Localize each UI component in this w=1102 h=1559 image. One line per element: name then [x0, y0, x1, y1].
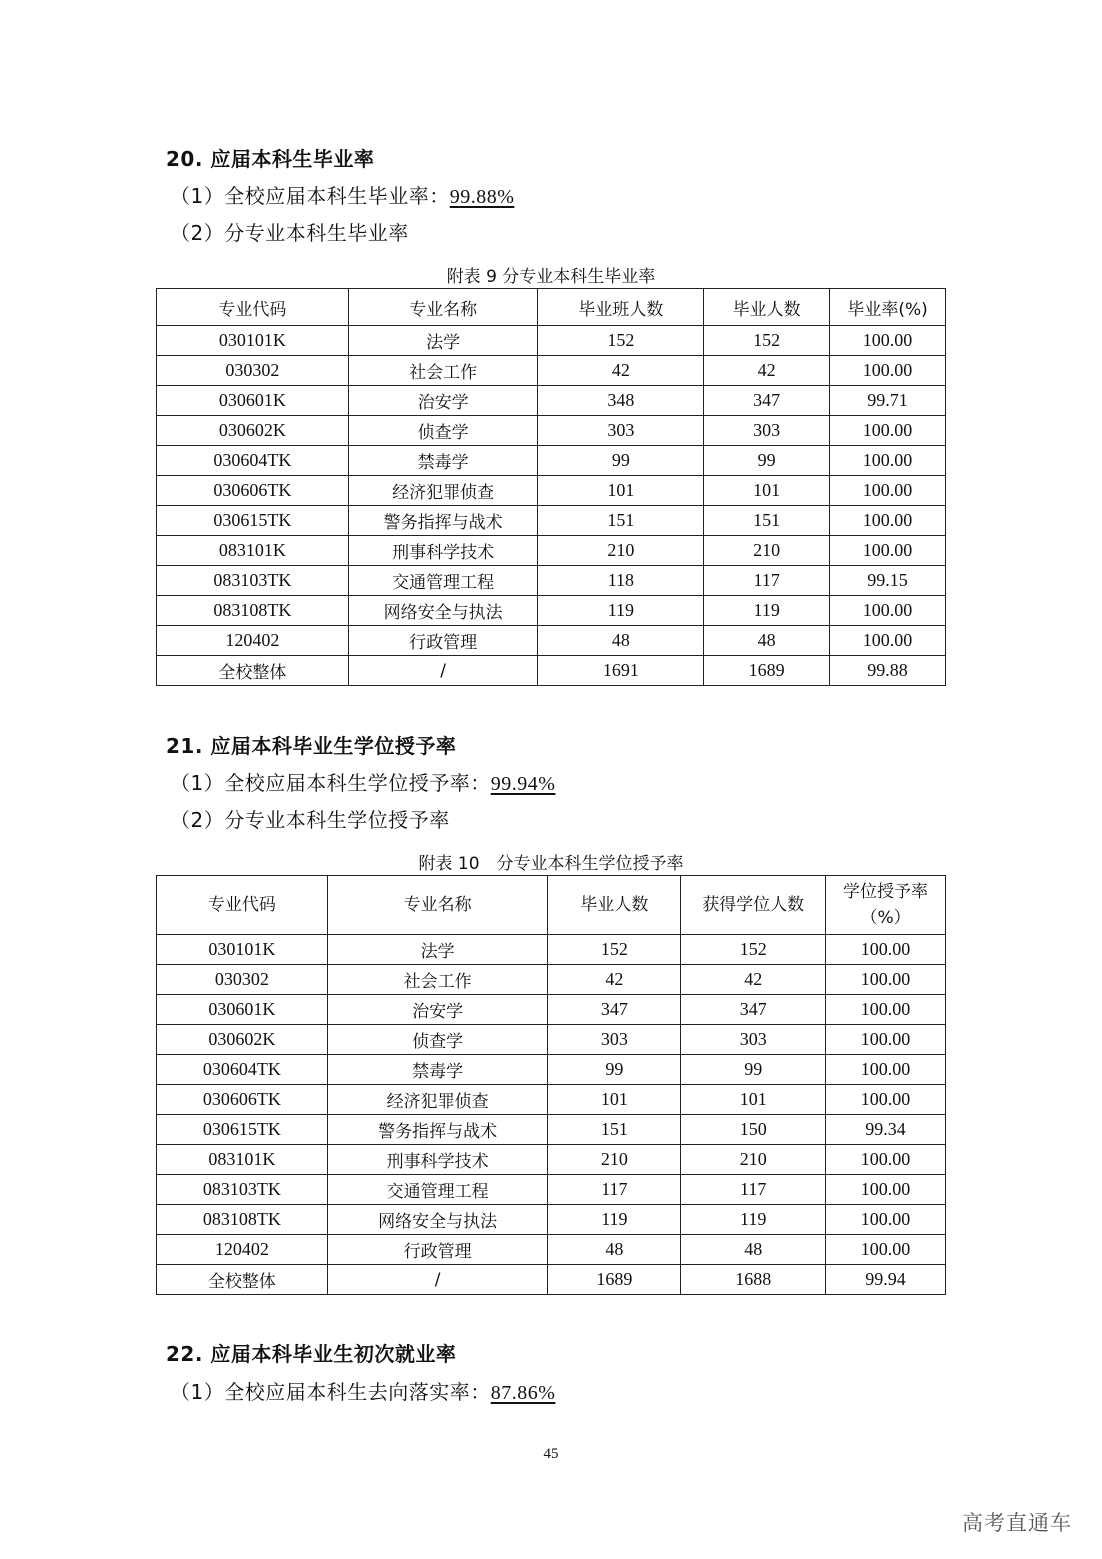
table-row — [157, 995, 946, 1025]
table-cell: 347 — [681, 995, 826, 1025]
table-cell: 101 — [548, 1085, 681, 1115]
table-cell: 347 — [548, 995, 681, 1025]
table-cell: 151 — [548, 1115, 681, 1145]
table-cell: 303 — [538, 416, 704, 446]
header-cell: 毕业人数 — [704, 289, 830, 326]
table-row — [157, 1025, 946, 1055]
table-cell: 119 — [681, 1205, 826, 1235]
header-cell: 毕业率(%) — [830, 289, 946, 326]
table-cell: 151 — [704, 506, 830, 536]
table-cell: 303 — [548, 1025, 681, 1055]
table-cell: 100.00 — [826, 965, 946, 995]
table-cell: 118 — [538, 566, 704, 596]
table-cell: 030604TK — [157, 446, 349, 476]
table-cell: 侦查学 — [348, 416, 538, 446]
table-cell: 100.00 — [830, 596, 946, 626]
table-cell: 1691 — [538, 656, 704, 686]
table-cell: 303 — [704, 416, 830, 446]
table-cell: 42 — [681, 965, 826, 995]
table-row — [157, 356, 946, 386]
table-cell: 交通管理工程 — [348, 566, 538, 596]
table-row — [157, 935, 946, 965]
table-cell: 030606TK — [157, 476, 349, 506]
table-9-caption: 附表 9 分专业本科生毕业率 — [446, 267, 656, 287]
table-cell: 101 — [704, 476, 830, 506]
table-cell: 152 — [704, 326, 830, 356]
table-cell: 348 — [538, 386, 704, 416]
table-cell: 117 — [704, 566, 830, 596]
table-cell: 210 — [538, 536, 704, 566]
table-cell: 100.00 — [826, 1175, 946, 1205]
table-cell: 网络安全与执法 — [348, 596, 538, 626]
table-row — [157, 1175, 946, 1205]
table-cell: 030601K — [157, 386, 349, 416]
table-cell: / — [327, 1265, 548, 1295]
table-cell: / — [348, 656, 538, 686]
table-cell: 030615TK — [157, 1115, 328, 1145]
table-cell: 行政管理 — [327, 1235, 548, 1265]
table-row — [157, 506, 946, 536]
table-cell: 100.00 — [830, 446, 946, 476]
table-cell: 禁毒学 — [348, 446, 538, 476]
table-row — [157, 326, 946, 356]
table-cell: 210 — [704, 536, 830, 566]
table-cell: 083101K — [157, 1145, 328, 1175]
table-cell: 全校整体 — [157, 656, 349, 686]
table-row — [157, 386, 946, 416]
table-cell: 151 — [538, 506, 704, 536]
table-header-row — [157, 876, 946, 935]
table-cell: 99 — [538, 446, 704, 476]
table-row — [157, 1115, 946, 1145]
table-cell: 083108TK — [157, 1205, 328, 1235]
table-cell: 99 — [548, 1055, 681, 1085]
table-cell: 99.34 — [826, 1115, 946, 1145]
table-cell: 030302 — [157, 965, 328, 995]
table-cell: 治安学 — [327, 995, 548, 1025]
table-cell: 法学 — [327, 935, 548, 965]
overall-rate-label: （1）全校应届本科生学位授予率： — [170, 771, 491, 795]
table-row — [157, 1265, 946, 1295]
table-cell: 警务指挥与战术 — [327, 1115, 548, 1145]
table-cell: 99.15 — [830, 566, 946, 596]
table-header-row — [157, 289, 946, 326]
table-cell: 120402 — [157, 1235, 328, 1265]
table-cell: 119 — [538, 596, 704, 626]
table-cell: 100.00 — [830, 476, 946, 506]
table-cell: 100.00 — [830, 626, 946, 656]
table-cell: 48 — [538, 626, 704, 656]
table-cell: 禁毒学 — [327, 1055, 548, 1085]
header-cell: 获得学位人数 — [681, 876, 826, 935]
table-row — [157, 1145, 946, 1175]
table-cell: 101 — [538, 476, 704, 506]
table-cell: 120402 — [157, 626, 349, 656]
header-cell: 专业代码 — [157, 289, 349, 326]
table-cell: 42 — [548, 965, 681, 995]
table-cell: 100.00 — [830, 326, 946, 356]
section-20-overall-rate — [170, 180, 514, 209]
table-cell: 303 — [681, 1025, 826, 1055]
table-row — [157, 536, 946, 566]
table-cell: 150 — [681, 1115, 826, 1145]
header-cell: 专业代码 — [157, 876, 328, 935]
watermark: 高考直通车 — [962, 1511, 1072, 1535]
table-cell: 117 — [548, 1175, 681, 1205]
table-cell: 99.94 — [826, 1265, 946, 1295]
table-cell: 1689 — [704, 656, 830, 686]
table-cell: 48 — [548, 1235, 681, 1265]
table-10-caption: 附表 10 分专业本科生学位授予率 — [418, 854, 684, 874]
section-21-subtitle: （2）分专业本科生学位授予率 — [170, 808, 450, 832]
overall-rate-value: 87.86% — [490, 1382, 556, 1404]
table-row — [157, 446, 946, 476]
table-row — [157, 656, 946, 686]
section-22-title: 22. 应届本科毕业生初次就业率 — [166, 1342, 457, 1366]
table-row — [157, 566, 946, 596]
table-row — [157, 596, 946, 626]
table-cell: 100.00 — [830, 416, 946, 446]
table-cell: 083103TK — [157, 566, 349, 596]
table-cell: 48 — [704, 626, 830, 656]
table-cell: 全校整体 — [157, 1265, 328, 1295]
table-cell: 030604TK — [157, 1055, 328, 1085]
table-cell: 083101K — [157, 536, 349, 566]
table-cell: 48 — [681, 1235, 826, 1265]
table-cell: 152 — [538, 326, 704, 356]
overall-rate-value: 99.94% — [490, 773, 556, 795]
table-cell: 083103TK — [157, 1175, 328, 1205]
table-cell: 1689 — [548, 1265, 681, 1295]
table-row — [157, 476, 946, 506]
table-cell: 100.00 — [826, 1055, 946, 1085]
header-cell: 毕业班人数 — [538, 289, 704, 326]
table-cell: 42 — [704, 356, 830, 386]
table-cell: 100.00 — [826, 995, 946, 1025]
table-cell: 100.00 — [830, 356, 946, 386]
table-cell: 030302 — [157, 356, 349, 386]
table-row — [157, 965, 946, 995]
table-cell: 99 — [704, 446, 830, 476]
table-cell: 经济犯罪侦查 — [348, 476, 538, 506]
table-cell: 210 — [548, 1145, 681, 1175]
table-cell: 社会工作 — [327, 965, 548, 995]
table-cell: 行政管理 — [348, 626, 538, 656]
table-row — [157, 626, 946, 656]
table-cell: 100.00 — [826, 1235, 946, 1265]
section-21-overall-rate — [170, 767, 555, 796]
table-cell: 100.00 — [830, 506, 946, 536]
table-cell: 030101K — [157, 326, 349, 356]
table-cell: 100.00 — [826, 1085, 946, 1115]
section-20-subtitle: （2）分专业本科生毕业率 — [170, 221, 409, 245]
table-cell: 经济犯罪侦查 — [327, 1085, 548, 1115]
table-cell: 030606TK — [157, 1085, 328, 1115]
header-cell: 专业名称 — [348, 289, 538, 326]
table-cell: 99.88 — [830, 656, 946, 686]
overall-rate-label: （1）全校应届本科生毕业率： — [170, 184, 450, 208]
table-cell: 社会工作 — [348, 356, 538, 386]
table-cell: 030602K — [157, 1025, 328, 1055]
table-row — [157, 1205, 946, 1235]
table-cell: 101 — [681, 1085, 826, 1115]
table-cell: 99.71 — [830, 386, 946, 416]
table-row — [157, 1085, 946, 1115]
overall-rate-label: （1）全校应届本科生去向落实率： — [170, 1380, 491, 1404]
table-cell: 152 — [681, 935, 826, 965]
header-cell: 专业名称 — [327, 876, 548, 935]
table-cell: 347 — [704, 386, 830, 416]
table-cell: 030615TK — [157, 506, 349, 536]
section-21-title: 21. 应届本科毕业生学位授予率 — [166, 734, 457, 758]
table-row — [157, 416, 946, 446]
table-cell: 交通管理工程 — [327, 1175, 548, 1205]
table-cell: 117 — [681, 1175, 826, 1205]
table-cell: 100.00 — [826, 1025, 946, 1055]
table-cell: 100.00 — [826, 1205, 946, 1235]
table-cell: 030101K — [157, 935, 328, 965]
table-cell: 侦查学 — [327, 1025, 548, 1055]
header-cell: 学位授予率 （%） — [826, 876, 946, 935]
table-cell: 030602K — [157, 416, 349, 446]
table-cell: 119 — [548, 1205, 681, 1235]
table-cell: 42 — [538, 356, 704, 386]
overall-rate-value: 99.88% — [449, 186, 515, 208]
table-cell: 1688 — [681, 1265, 826, 1295]
table-cell: 100.00 — [826, 935, 946, 965]
table-cell: 刑事科学技术 — [348, 536, 538, 566]
page-number: 45 — [543, 1446, 559, 1462]
table-cell: 119 — [704, 596, 830, 626]
header-cell: 毕业人数 — [548, 876, 681, 935]
table-cell: 152 — [548, 935, 681, 965]
section-20-title: 20. 应届本科生毕业率 — [166, 147, 375, 171]
table-cell: 210 — [681, 1145, 826, 1175]
table-cell: 网络安全与执法 — [327, 1205, 548, 1235]
table-cell: 法学 — [348, 326, 538, 356]
table-cell: 100.00 — [826, 1145, 946, 1175]
table-row — [157, 1055, 946, 1085]
table-cell: 刑事科学技术 — [327, 1145, 548, 1175]
table-9 — [156, 288, 946, 686]
table-cell: 警务指挥与战术 — [348, 506, 538, 536]
table-cell: 99 — [681, 1055, 826, 1085]
section-22-overall-rate — [170, 1376, 555, 1405]
table-cell: 083108TK — [157, 596, 349, 626]
table-cell: 100.00 — [830, 536, 946, 566]
table-cell: 治安学 — [348, 386, 538, 416]
table-row — [157, 1235, 946, 1265]
table-10 — [156, 875, 946, 1295]
table-cell: 030601K — [157, 995, 328, 1025]
